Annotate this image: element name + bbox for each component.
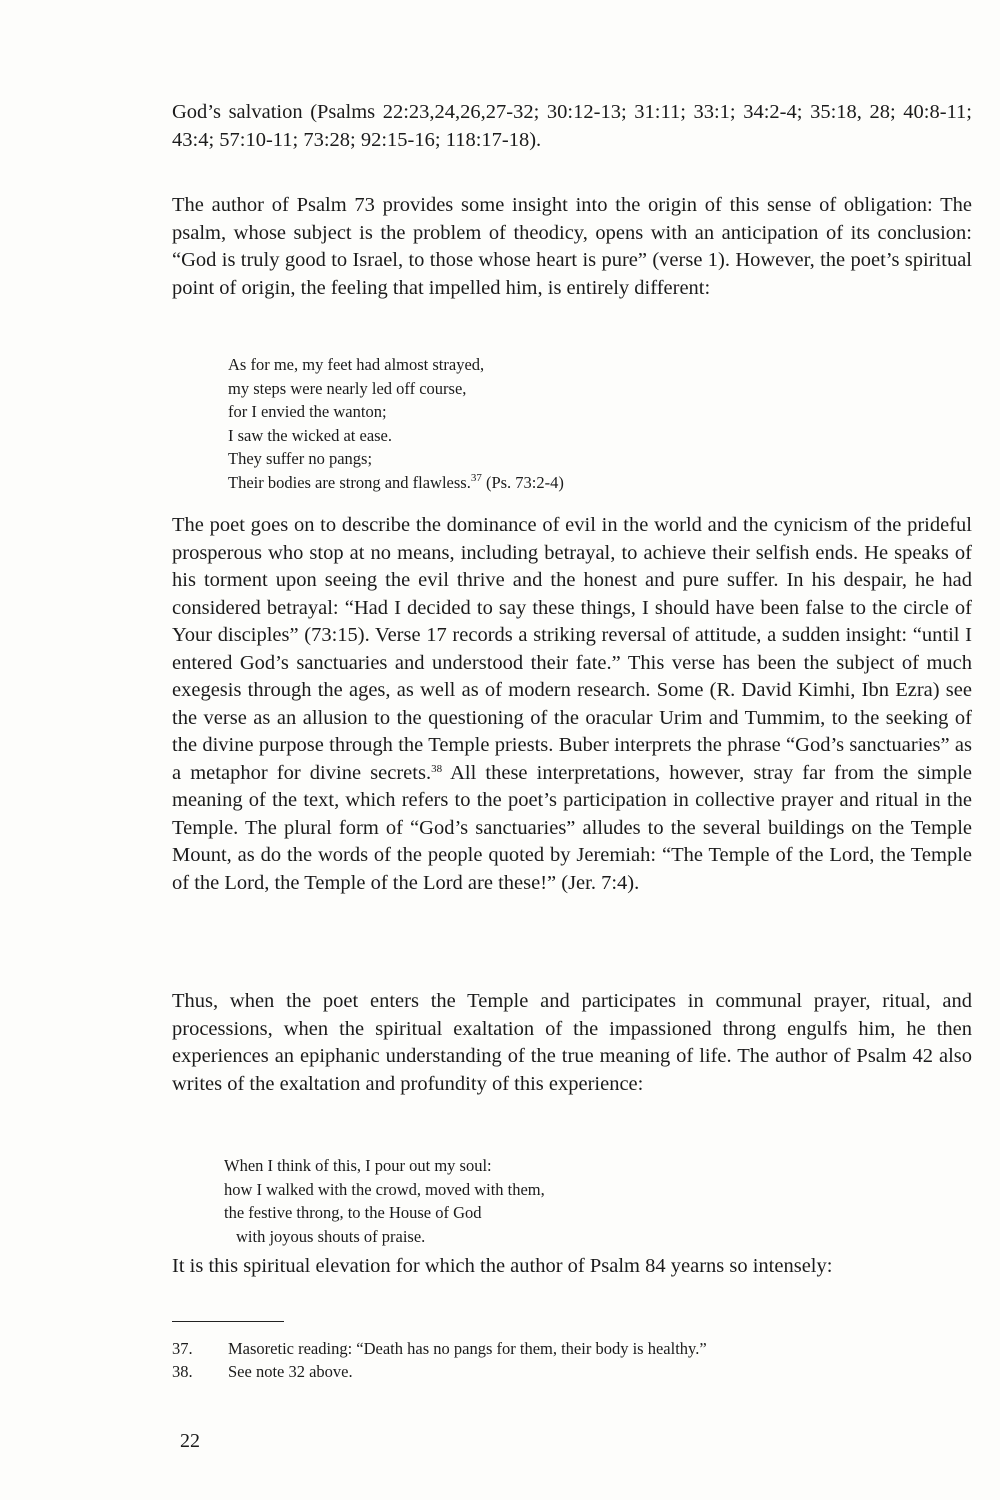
verse-line: I saw the wicked at ease. [228, 425, 393, 445]
verse-line: my steps were nearly led off course, [228, 378, 467, 398]
paragraph-temple-experience: Thus, when the poet enters the Temple and participates in communal prayer, ritual, and processions, when the spiritual exaltation of the impassioned throng engulfs him, he then experiences an epiphanic understanding of the true meaning of life. The author of Psalm 42 also writes of the exaltation and profundity of this experience: [172, 990, 972, 1095]
paragraph-psalm-73-intro: The author of Psalm 73 provides some insight into the origin of this sense of obligation: The psalm, whose subject is the problem of theodicy, opens with an anticipation of its conclusion: “God is truly good to Israel, to those whose heart is pure” (verse 1). However, the poet’s spiritual point of origin, the feeling that impelled him, is entirely different: [172, 194, 972, 299]
verse-line: the festive throng, to the House of God [224, 1203, 482, 1223]
page-number: 22 [180, 1430, 200, 1452]
verse-quote-psalm-42 [224, 1154, 545, 1248]
verse-citation: (Ps. 73:2-4) [481, 472, 564, 492]
verse-line: As for me, my feet had almost strayed, [228, 355, 485, 374]
verse-quote-psalm-73 [228, 353, 564, 495]
footnote-text: Masoretic reading: “Death has no pangs for them, their body is healthy.” [228, 1339, 707, 1358]
footnote-divider [172, 1321, 284, 1322]
verse-line: how I walked with the crowd, moved with them, [224, 1179, 545, 1199]
paragraph-text-continued: All these interpretations, however, stray far from the simple meaning of the text, which refers to the poet’s participation in collective prayer and ritual in the Temple. The plural form of “God’s sanctuaries” alludes to the several buildings on the Temple Mount, as do the words of the people quoted by Jeremiah: “The Temple of the Lord, the Temple of the Lord, the Temple of the Lord are these!” (Jer. 7:4). [172, 761, 972, 894]
verse-line: When I think of this, I pour out my soul: [224, 1156, 492, 1175]
verse-line-last [228, 471, 564, 495]
verse-line: for I envied the wanton; [228, 402, 387, 422]
paragraph-psalm-references: God’s salvation (Psalms 22:23,24,26,27-32; 30:12-13; 31:11; 33:1; 34:2-4; 35:18, 28; 40:8-11; 43:4; 57:10-11; 73:28; 92:15-16; 118:17-18). [172, 101, 972, 151]
footnote-number: 38. [172, 1362, 193, 1381]
footnote-37 [172, 1337, 707, 1360]
footnote-marker-37: 37 [470, 471, 482, 484]
paragraph-text: The poet goes on to describe the dominance of evil in the world and the cynicism of the prideful prosperous who stop at no means, including betrayal, to achieve their selfish ends. He speaks of his torment upon seeing the evil thrive and the honest and pure suffer. In his despair, he had considered betrayal: “Had I decided to say these things, I should have been false to the circle of Your disciples” (73:15). Verse 17 records a striking reversal of attitude, a sudden insight: “until I entered God’s sanctuaries and understood their fate.” This verse has been the subject of much exegesis through the ages, as well as of modern research. Some (R. David Kimhi, Ibn Ezra) see the verse as an allusion to the questioning of the oracular Urim and Tummim, to the seeking of the divine purpose through the Temple priests. Buber interprets the phrase “God’s sanctuaries” as a metaphor for divine secrets. [172, 514, 972, 784]
footnote-marker-38: 38 [431, 762, 443, 775]
verse-line: They suffer no pangs; [228, 449, 373, 469]
footnote-38 [172, 1360, 707, 1383]
verse-line: with joyous shouts of praise. [236, 1226, 426, 1246]
footnote-number: 37. [172, 1339, 193, 1358]
footnotes [172, 1337, 707, 1383]
footnote-text: See note 32 above. [228, 1362, 353, 1381]
paragraph-psalm-84: It is this spiritual elevation for which the author of Psalm 84 yearns so intensely: [172, 1255, 833, 1277]
paragraph-psalm-73-discussion [172, 512, 972, 897]
verse-text: Their bodies are strong and flawless. [228, 472, 471, 492]
